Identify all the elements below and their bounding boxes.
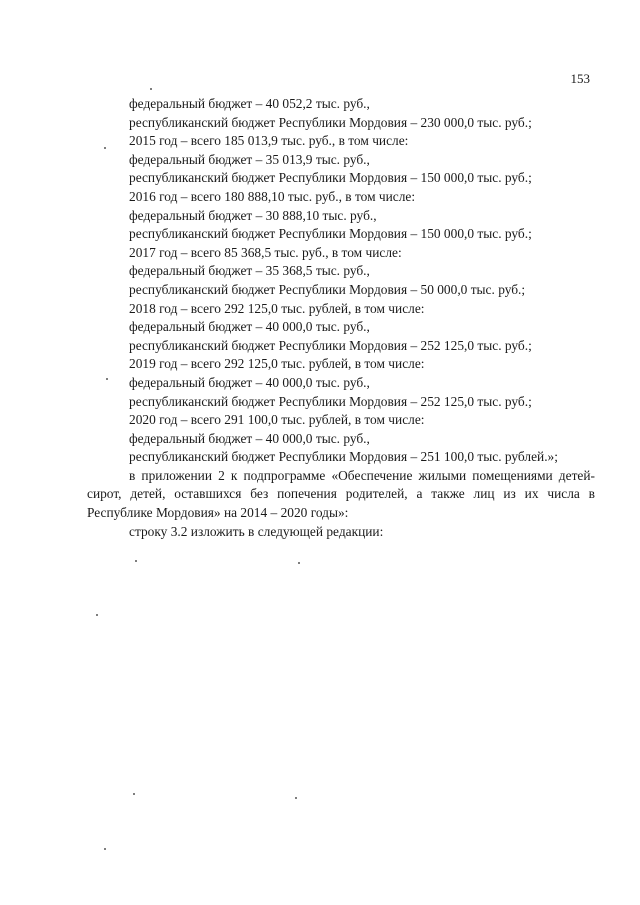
document-body — [87, 95, 595, 541]
text-line: республиканский бюджет Республики Мордовия – 150 000,0 тыс. руб.; — [129, 170, 532, 186]
scan-speck — [106, 378, 108, 380]
text-line: строку 3.2 изложить в следующей редакции: — [129, 523, 384, 539]
scan-speck — [104, 147, 106, 149]
scan-speck — [150, 88, 152, 90]
text-line: федеральный бюджет – 40 000,0 тыс. руб., — [129, 319, 370, 335]
text-line: федеральный бюджет – 35 013,9 тыс. руб., — [129, 151, 370, 167]
text-paragraph: республиканский бюджет Республики Мордовия – 251 100,0 тыс. рублей.»; — [129, 449, 558, 465]
text-line: республиканский бюджет Республики Мордовия – 252 125,0 тыс. руб.; — [129, 393, 532, 409]
page-number: 153 — [570, 71, 590, 86]
text-line: федеральный бюджет – 40 052,2 тыс. руб., — [129, 96, 370, 111]
text-line: республиканский бюджет Республики Мордовия – 50 000,0 тыс. руб.; — [129, 281, 526, 297]
scan-speck — [295, 797, 297, 799]
text-line: 2018 год – всего 292 125,0 тыс. рублей, в том числе: — [129, 300, 425, 316]
scan-speck — [298, 562, 300, 564]
text-line: 2019 год – всего 292 125,0 тыс. рублей, в том числе: — [129, 356, 425, 372]
text-line: федеральный бюджет – 30 888,10 тыс. руб., — [129, 207, 377, 223]
scan-speck — [96, 614, 98, 616]
text-line: 2020 год – всего 291 100,0 тыс. рублей, в том числе: — [129, 412, 425, 428]
scan-speck — [104, 848, 106, 850]
text-line: федеральный бюджет – 40 000,0 тыс. руб., — [129, 374, 370, 390]
scan-speck — [133, 793, 135, 795]
text-line: федеральный бюджет – 35 368,5 тыс. руб., — [129, 263, 370, 279]
text-line: республиканский бюджет Республики Мордовия – 150 000,0 тыс. руб.; — [129, 226, 532, 242]
text-line: 2016 год – всего 180 888,10 тыс. руб., в том числе: — [129, 188, 416, 204]
text-line: 2015 год – всего 185 013,9 тыс. руб., в том числе: — [129, 133, 409, 149]
text-paragraph: в приложении 2 к подпрограмме «Обеспечение жилыми помещениями детей-сирот, детей, оставшихся без попечения родителей, а также лиц из их числа в Республике Мордовия» на 2014 – 2020 годы»: — [87, 467, 595, 521]
text-line: республиканский бюджет Республики Мордовия – 230 000,0 тыс. руб.; — [129, 114, 532, 130]
text-line: федеральный бюджет – 40 000,0 тыс. руб., — [129, 430, 370, 446]
text-line: республиканский бюджет Республики Мордовия – 252 125,0 тыс. руб.; — [129, 337, 532, 353]
text-line: 2017 год – всего 85 368,5 тыс. руб., в том числе: — [129, 244, 402, 260]
scan-speck — [135, 560, 137, 562]
